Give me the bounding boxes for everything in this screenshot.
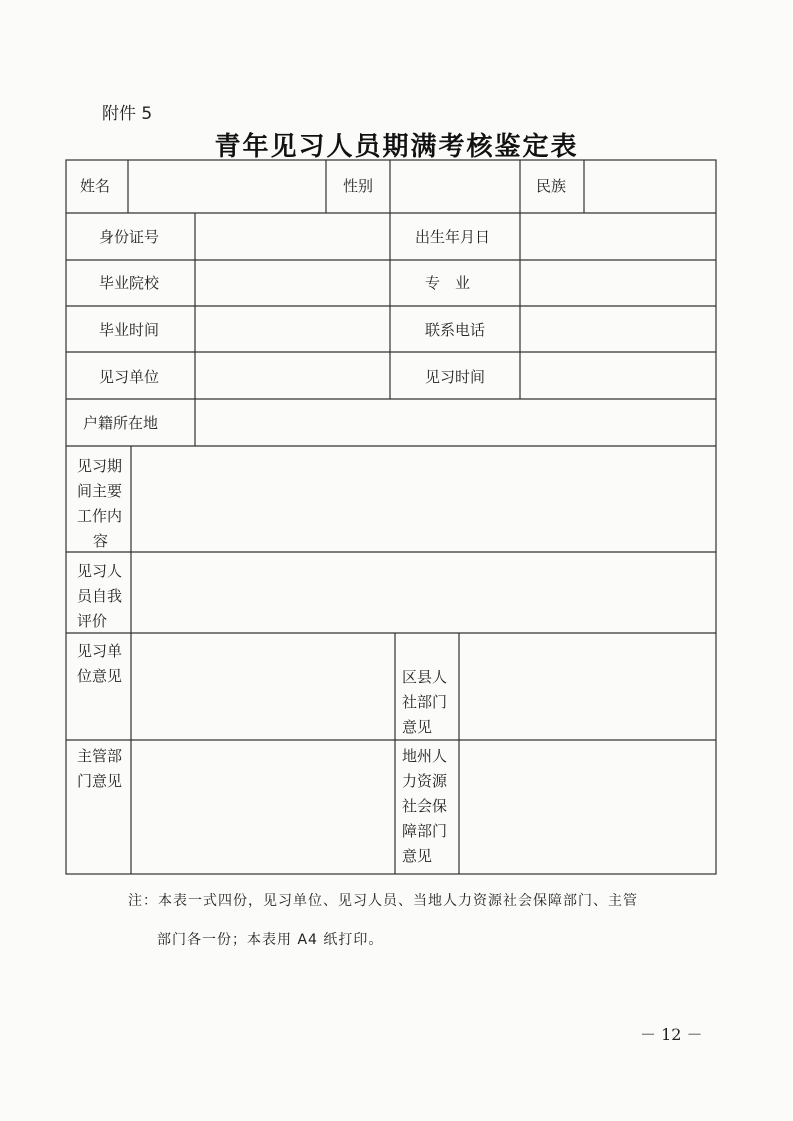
page-number: － 12 － bbox=[640, 1025, 703, 1044]
field-grad-time[interactable] bbox=[196, 307, 389, 351]
label-gender: 性别 bbox=[343, 177, 374, 195]
label-household: 户籍所在地 bbox=[83, 414, 159, 432]
label-id-number: 身份证号 bbox=[99, 228, 160, 246]
field-county-opinion[interactable] bbox=[460, 634, 715, 739]
label-supervisor-opinion: 主管部 门意见 bbox=[77, 747, 123, 790]
field-prefecture-opinion[interactable] bbox=[460, 741, 715, 873]
label-grad-time: 毕业时间 bbox=[99, 321, 160, 339]
field-work-content[interactable] bbox=[132, 447, 715, 551]
label-birth-date: 出生年月日 bbox=[415, 228, 491, 246]
label-ethnicity: 民族 bbox=[536, 177, 567, 195]
field-self-eval[interactable] bbox=[132, 553, 715, 632]
label-unit-opinion: 见习单 位意见 bbox=[77, 642, 123, 685]
label-county-opinion: 区县人 社部门 意见 bbox=[402, 668, 448, 736]
label-work-content: 见习期 间主要 工作内 容 bbox=[77, 457, 123, 550]
footnote-line-1: 注：本表一式四份，见习单位、见习人员、当地人力资源社会保障部门、主管 bbox=[128, 893, 638, 909]
label-prefecture-opinion: 地州人 力资源 社会保 障部门 意见 bbox=[402, 747, 448, 865]
field-major[interactable] bbox=[521, 261, 715, 305]
field-school[interactable] bbox=[196, 261, 389, 305]
field-name[interactable] bbox=[129, 161, 325, 212]
field-ethnicity[interactable] bbox=[585, 161, 715, 212]
annex-label: 附件 5 bbox=[102, 104, 153, 124]
label-major: 专 业 bbox=[425, 274, 471, 292]
field-gender[interactable] bbox=[391, 161, 519, 212]
field-supervisor-opinion[interactable] bbox=[132, 741, 394, 873]
field-birth-date[interactable] bbox=[521, 214, 715, 259]
label-self-eval: 见习人 员自我 评价 bbox=[77, 562, 123, 630]
label-phone: 联系电话 bbox=[425, 321, 486, 339]
field-id-number[interactable] bbox=[196, 214, 389, 259]
label-school: 毕业院校 bbox=[99, 274, 160, 292]
field-intern-unit[interactable] bbox=[196, 353, 389, 398]
field-phone[interactable] bbox=[521, 307, 715, 351]
field-intern-time[interactable] bbox=[521, 353, 715, 398]
label-intern-time: 见习时间 bbox=[425, 368, 486, 386]
field-household[interactable] bbox=[196, 400, 715, 445]
footnote-line-2: 部门各一份；本表用 A4 纸打印。 bbox=[157, 932, 384, 948]
label-intern-unit: 见习单位 bbox=[99, 368, 160, 386]
form-title: 青年见习人员期满考核鉴定表 bbox=[214, 132, 579, 162]
label-name: 姓名 bbox=[80, 177, 111, 195]
field-unit-opinion[interactable] bbox=[132, 634, 394, 739]
